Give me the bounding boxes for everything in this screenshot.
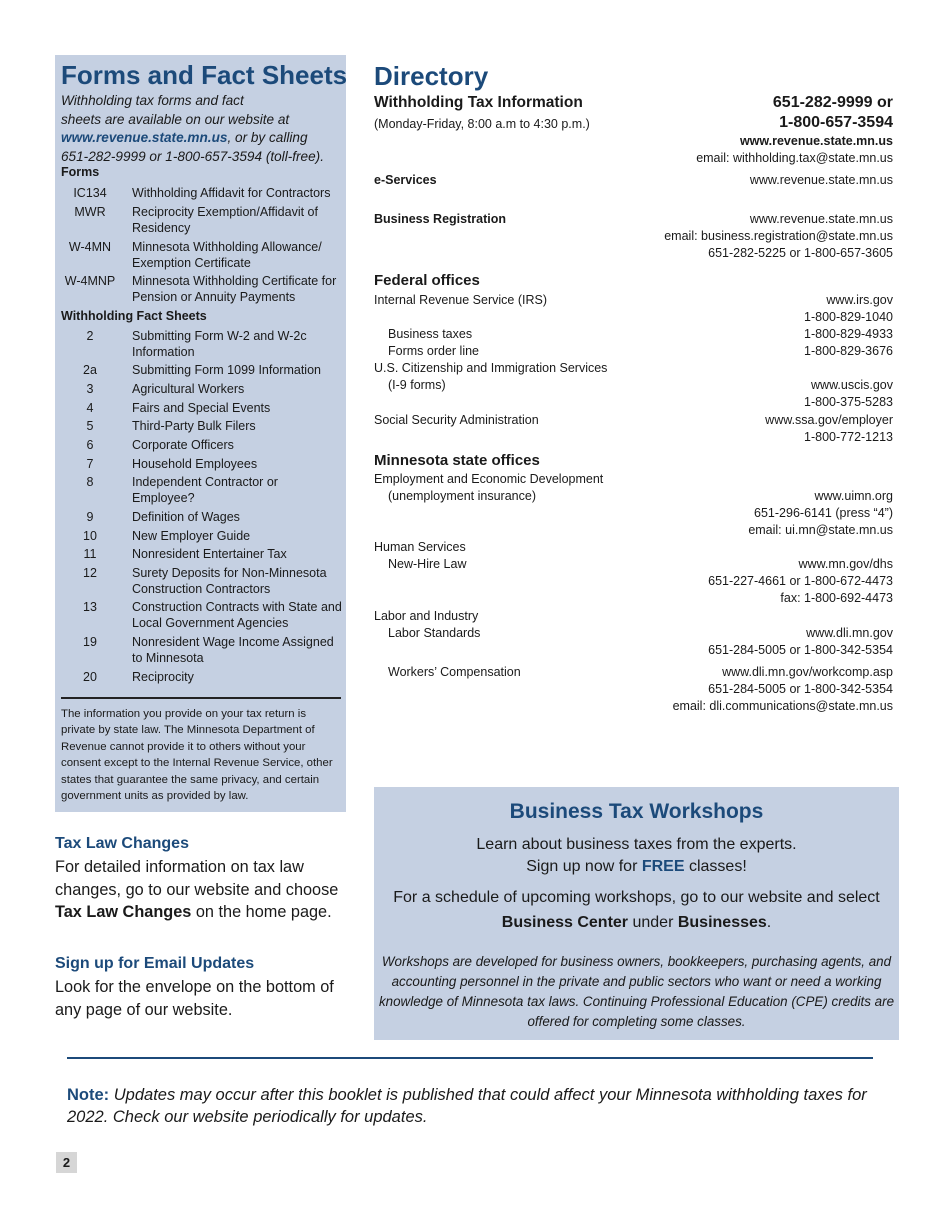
forms-order-phone: 1-800-829-3676 xyxy=(804,344,893,358)
tax-law-heading: Tax Law Changes xyxy=(55,835,189,852)
withholding-label: Withholding Tax Information xyxy=(374,94,583,111)
fact-desc: Agricultural Workers xyxy=(132,382,245,396)
workshops-line-3: For a schedule of upcoming workshops, go to our website and select xyxy=(393,889,880,906)
withholding-website[interactable]: www.revenue.state.mn.us xyxy=(739,134,893,148)
li-sub: Labor Standards xyxy=(388,626,481,640)
withholding-email[interactable]: email: withholding.tax@state.mn.us xyxy=(696,151,893,165)
email-updates-heading: Sign up for Email Updates xyxy=(55,955,255,972)
li-label: Labor and Industry xyxy=(374,609,479,623)
bottom-divider xyxy=(67,1057,873,1059)
hs-label: Human Services xyxy=(374,540,466,554)
workshops-line-4-end: . xyxy=(766,914,772,931)
intro-phone: 651-282-9999 or 1-800-657-3594 (toll-free). xyxy=(61,148,324,164)
uscis-sub: (I-9 forms) xyxy=(388,378,446,392)
deed-sub: (unemployment insurance) xyxy=(388,489,536,503)
tax-law-bold: Tax Law Changes xyxy=(55,903,192,921)
fact-code: 3 xyxy=(86,382,94,396)
privacy-notice: The information you provide on your tax return is private by state law. The Minnesota Department of Revenue cannot provide it to others without your consent except to the Internal Revenue Service, other states that guarantee the same privacy, and certain government units as provided by law. xyxy=(61,708,333,803)
ssa-label: Social Security Administration xyxy=(374,413,539,427)
tax-law-text xyxy=(55,856,355,924)
form-code: MWR xyxy=(74,205,106,219)
ssa-url[interactable]: www.ssa.gov/employer xyxy=(765,413,893,427)
fact-desc: Submitting Form W-2 and W-2c Information xyxy=(132,329,307,359)
businesses-label: Businesses xyxy=(677,914,767,931)
intro-line: Withholding tax forms and fact xyxy=(61,93,244,108)
workshops-description: Workshops are developed for business owners, bookkeepers, purchasing agents, and accounting personnel in the private and public sectors who want or need a working knowledge of Minnesota tax laws. Continuing Professional Education (CPE) credits are offered for completing some classes. xyxy=(378,954,895,1029)
deed-label: Employment and Economic Development xyxy=(374,472,604,486)
wc-phone: 651-284-5005 or 1-800-342-5354 xyxy=(708,682,893,696)
li-url[interactable]: www.dli.mn.gov xyxy=(806,626,893,640)
fact-desc: Third-Party Bulk Filers xyxy=(132,419,256,433)
withholding-phone-1: 651-282-9999 or xyxy=(772,94,893,111)
fact-code: 9 xyxy=(86,510,94,524)
fact-code: 11 xyxy=(83,547,97,561)
hs-fax: fax: 1-800-692-4473 xyxy=(780,591,893,605)
website-link[interactable]: www.revenue.state.mn.us xyxy=(61,130,228,145)
email-updates-text: Look for the envelope on the bottom of any page of our website. xyxy=(55,978,334,1019)
irs-phone: 1-800-829-1040 xyxy=(804,310,893,324)
workshops-line-2 xyxy=(374,858,899,876)
workshops-title: Business Tax Workshops xyxy=(509,800,764,823)
wc-email[interactable]: email: dli.communications@state.mn.us xyxy=(672,699,893,713)
fact-code: 19 xyxy=(83,635,97,649)
fact-code: 2a xyxy=(83,363,97,377)
fact-code: 8 xyxy=(86,475,94,489)
withholding-hours: (Monday-Friday, 8:00 a.m to 4:30 p.m.) xyxy=(374,117,590,131)
workshops-line-4 xyxy=(374,914,899,932)
free-badge: FREE xyxy=(641,858,685,875)
workshops-line-2-before: Sign up now for xyxy=(526,858,642,875)
irs-label: Internal Revenue Service (IRS) xyxy=(374,293,547,307)
mn-heading: Minnesota state offices xyxy=(374,452,540,469)
eservices-label: e-Services xyxy=(374,173,437,187)
fact-code: 12 xyxy=(83,566,97,580)
ssa-phone: 1-800-772-1213 xyxy=(804,430,893,444)
fact-desc: Surety Deposits for Non-Minnesota Construction Contractors xyxy=(132,566,327,596)
bizreg-url[interactable]: www.revenue.state.mn.us xyxy=(749,212,893,226)
forms-title: Forms and Fact Sheets xyxy=(61,60,348,90)
withholding-phone-2: 1-800-657-3594 xyxy=(779,114,893,131)
fact-desc: Household Employees xyxy=(132,457,258,471)
biz-taxes-phone: 1-800-829-4933 xyxy=(804,327,893,341)
fact-desc: Nonresident Wage Income Assigned to Minnesota xyxy=(132,635,334,665)
directory-title: Directory xyxy=(374,61,489,91)
note-label: Note: xyxy=(67,1086,110,1104)
note xyxy=(67,1084,897,1128)
federal-heading: Federal offices xyxy=(374,272,480,289)
wc-url[interactable]: www.dli.mn.gov/workcomp.asp xyxy=(722,665,893,679)
forms-divider xyxy=(61,697,341,699)
tax-law-text-before: For detailed information on tax law changes, go to our website and choose xyxy=(55,858,339,899)
li-phone: 651-284-5005 or 1-800-342-5354 xyxy=(708,643,893,657)
fact-desc: Independent Contractor or Employee? xyxy=(132,475,278,505)
workshops-line-1: Learn about business taxes from the experts. xyxy=(476,836,797,853)
fact-desc: Definition of Wages xyxy=(132,510,240,524)
page-number: 2 xyxy=(56,1152,77,1173)
wc-label: Workers’ Compensation xyxy=(388,665,521,679)
fact-sheets-heading: Withholding Fact Sheets xyxy=(61,309,207,323)
eservices-url[interactable]: www.revenue.state.mn.us xyxy=(749,173,893,187)
deed-email[interactable]: email: ui.mn@state.mn.us xyxy=(748,523,893,537)
workshops-line-2-after: classes! xyxy=(684,858,747,875)
intro-line: sheets are available on our website at xyxy=(61,111,290,127)
hs-phone: 651-227-4661 or 1-800-672-4473 xyxy=(708,574,893,588)
uscis-url[interactable]: www.uscis.gov xyxy=(811,378,893,392)
fact-desc: Corporate Officers xyxy=(132,438,234,452)
form-desc: Minnesota Withholding Allowance/ Exemption Certificate xyxy=(132,240,322,270)
workshops-line-4-mid: under xyxy=(628,914,678,931)
form-code: IC134 xyxy=(73,186,107,200)
fact-code: 4 xyxy=(86,401,94,415)
biz-taxes-label: Business taxes xyxy=(388,327,473,341)
forms-order-label: Forms order line xyxy=(388,344,479,358)
fact-code: 5 xyxy=(86,419,94,433)
fact-desc: Fairs and Special Events xyxy=(132,401,271,415)
business-center-label: Business Center xyxy=(501,914,629,931)
fact-desc: Submitting Form 1099 Information xyxy=(132,363,321,377)
form-code: W-4MN xyxy=(68,240,112,254)
deed-phone: 651-296-6141 (press “4”) xyxy=(754,506,893,520)
fact-desc: New Employer Guide xyxy=(132,529,251,543)
hs-sub: New-Hire Law xyxy=(388,557,467,571)
fact-code: 10 xyxy=(83,529,97,543)
fact-code: 2 xyxy=(86,329,94,343)
irs-url[interactable]: www.irs.gov xyxy=(826,293,893,307)
note-text: Updates may occur after this booklet is published that could affect your Minnesota withholding taxes for 2022. Check our website periodically for updates. xyxy=(67,1086,867,1126)
fact-code: 20 xyxy=(83,670,97,684)
hs-url[interactable]: www.mn.gov/dhs xyxy=(798,557,893,571)
fact-desc: Construction Contracts with State and Local Government Agencies xyxy=(132,600,342,630)
tax-law-text-after: on the home page. xyxy=(191,903,332,921)
bizreg-email[interactable]: email: business.registration@state.mn.us xyxy=(664,229,893,243)
intro-text: , or by calling xyxy=(227,130,308,145)
fact-desc: Nonresident Entertainer Tax xyxy=(132,547,287,561)
form-desc: Reciprocity Exemption/Affidavit of Residency xyxy=(132,205,318,235)
uscis-label: U.S. Citizenship and Immigration Services xyxy=(374,361,608,375)
bizreg-label: Business Registration xyxy=(374,212,506,226)
fact-code: 13 xyxy=(83,600,97,614)
forms-heading: Forms xyxy=(61,165,100,179)
form-desc: Minnesota Withholding Certificate for Pension or Annuity Payments xyxy=(132,274,337,304)
fact-code: 7 xyxy=(86,457,94,471)
form-desc: Withholding Affidavit for Contractors xyxy=(132,186,331,200)
bizreg-phone: 651-282-5225 or 1-800-657-3605 xyxy=(708,246,893,260)
fact-desc: Reciprocity xyxy=(132,670,194,684)
fact-code: 6 xyxy=(86,438,94,452)
intro-line xyxy=(61,129,346,148)
deed-url[interactable]: www.uimn.org xyxy=(814,489,893,503)
forms-intro xyxy=(61,92,346,166)
uscis-phone: 1-800-375-5283 xyxy=(804,395,893,409)
form-code: W-4MNP xyxy=(64,274,116,288)
